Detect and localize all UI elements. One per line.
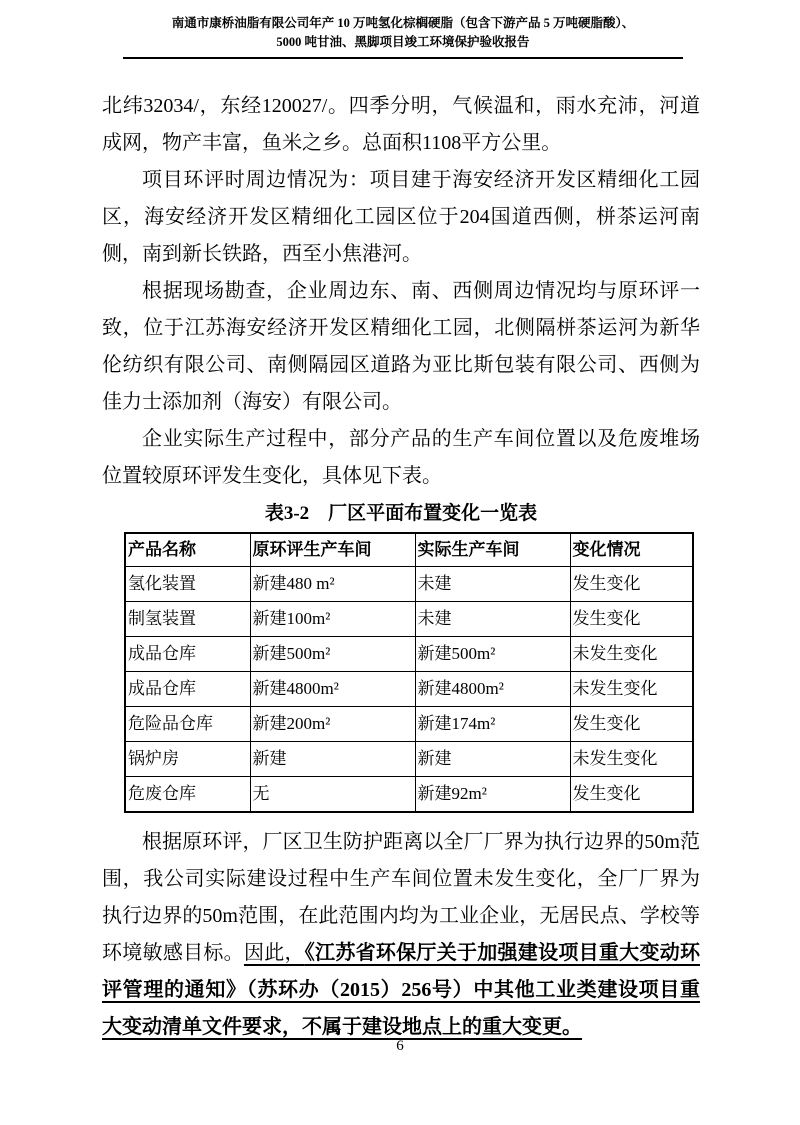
report-header	[123, 14, 683, 59]
closing-paragraph	[102, 824, 700, 1046]
table-row	[125, 707, 693, 742]
table-row	[125, 602, 693, 637]
table-cell: 发生变化	[570, 602, 693, 637]
table-cell: 新建100m²	[250, 602, 415, 637]
table-cell: 新建500m²	[415, 637, 570, 672]
table-cell: 新建500m²	[250, 637, 415, 672]
table-cell: 危废仓库	[125, 777, 250, 813]
table-cell: 未发生变化	[570, 742, 693, 777]
paragraph-site-survey: 根据现场勘查，企业周边东、南、西侧周边情况均与原环评一致，位于江苏海安经济开发区精细化工园，北侧隔栟茶运河为新华伦纺织有限公司、南侧隔园区道路为亚比斯包装有限公司、西侧为佳力士添加剂（海安）有限公司。	[102, 280, 700, 413]
paragraph-production-change: 企业实际生产过程中，部分产品的生产车间位置以及危废堆场位置较原环评发生变化，具体见下表。	[102, 428, 700, 487]
paragraph-geography: 北纬32034/，东经120027/。四季分明，气候温和，雨水充沛，河道成网，物产丰富，鱼米之乡。总面积1108平方公里。	[102, 95, 700, 154]
table-row	[125, 672, 693, 707]
report-header-line2: 5000 吨甘油、黑脚项目竣工环境保护验收报告	[276, 35, 530, 49]
table-cell: 未建	[415, 567, 570, 602]
table-cell: 新建174m²	[415, 707, 570, 742]
table-header-change-status: 变化情况	[570, 533, 693, 567]
table-cell: 新建92m²	[415, 777, 570, 813]
table-cell: 新建200m²	[250, 707, 415, 742]
table-row	[125, 742, 693, 777]
table-row	[125, 637, 693, 672]
change-table-body	[125, 567, 693, 813]
page-number: 6	[396, 1038, 404, 1054]
table-cell: 危险品仓库	[125, 707, 250, 742]
table-cell: 新建	[415, 742, 570, 777]
table-cell: 氢化装置	[125, 567, 250, 602]
table-cell: 新建4800m²	[415, 672, 570, 707]
closing-text-normal: 根据原环评，厂区卫生防护距离以全厂厂界为执行边界的50m范围，我公司实际建设过程中生产车间位置未发生变化，全厂厂界为执行边界的50m范围，在此范围内均为工业企业，无居民点、学校等环境敏感目标。	[102, 831, 700, 964]
table-header-product-name: 产品名称	[125, 533, 250, 567]
paragraph-eia-surroundings: 项目环评时周边情况为：项目建于海安经济开发区精细化工园区，海安经济开发区精细化工园区位于204国道西侧，栟茶运河南侧，南到新长铁路，西至小焦港河。	[102, 169, 700, 265]
table-cell: 未发生变化	[570, 637, 693, 672]
table-header-actual-workshop: 实际生产车间	[415, 533, 570, 567]
layout-change-table	[124, 532, 694, 813]
table-cell: 发生变化	[570, 707, 693, 742]
page-footer	[0, 1038, 800, 1055]
closing-text-underlined: 因此，	[243, 942, 305, 964]
table-header-row	[125, 533, 693, 567]
closing-text-bold-underlined: 《江苏省环保厅关于加强建设项目重大变动环评管理的通知》（苏环办（2015）256号）中其他工业类建设项目重大变动清单文件要求，不属于建设地点上的重大变更。	[102, 942, 701, 1038]
table-cell: 新建	[250, 742, 415, 777]
report-header-line1: 南通市康桥油脂有限公司年产 10 万吨氢化棕榈硬脂（包含下游产品 5 万吨硬脂酸）、	[171, 16, 635, 30]
table-cell: 制氢装置	[125, 602, 250, 637]
table-cell: 新建480 m²	[250, 567, 415, 602]
table-title: 表3-2 厂区平面布置变化一览表	[264, 503, 538, 524]
table-row	[125, 567, 693, 602]
table-cell: 成品仓库	[125, 637, 250, 672]
table-cell: 成品仓库	[125, 672, 250, 707]
table-cell: 发生变化	[570, 567, 693, 602]
table-cell: 发生变化	[570, 777, 693, 813]
table-cell: 无	[250, 777, 415, 813]
table-header-original-eia-workshop: 原环评生产车间	[250, 533, 415, 567]
table-row	[125, 777, 693, 813]
table-cell: 锅炉房	[125, 742, 250, 777]
table-cell: 未建	[415, 602, 570, 637]
table-cell: 未发生变化	[570, 672, 693, 707]
document-body	[102, 88, 700, 1046]
table-cell: 新建4800m²	[250, 672, 415, 707]
